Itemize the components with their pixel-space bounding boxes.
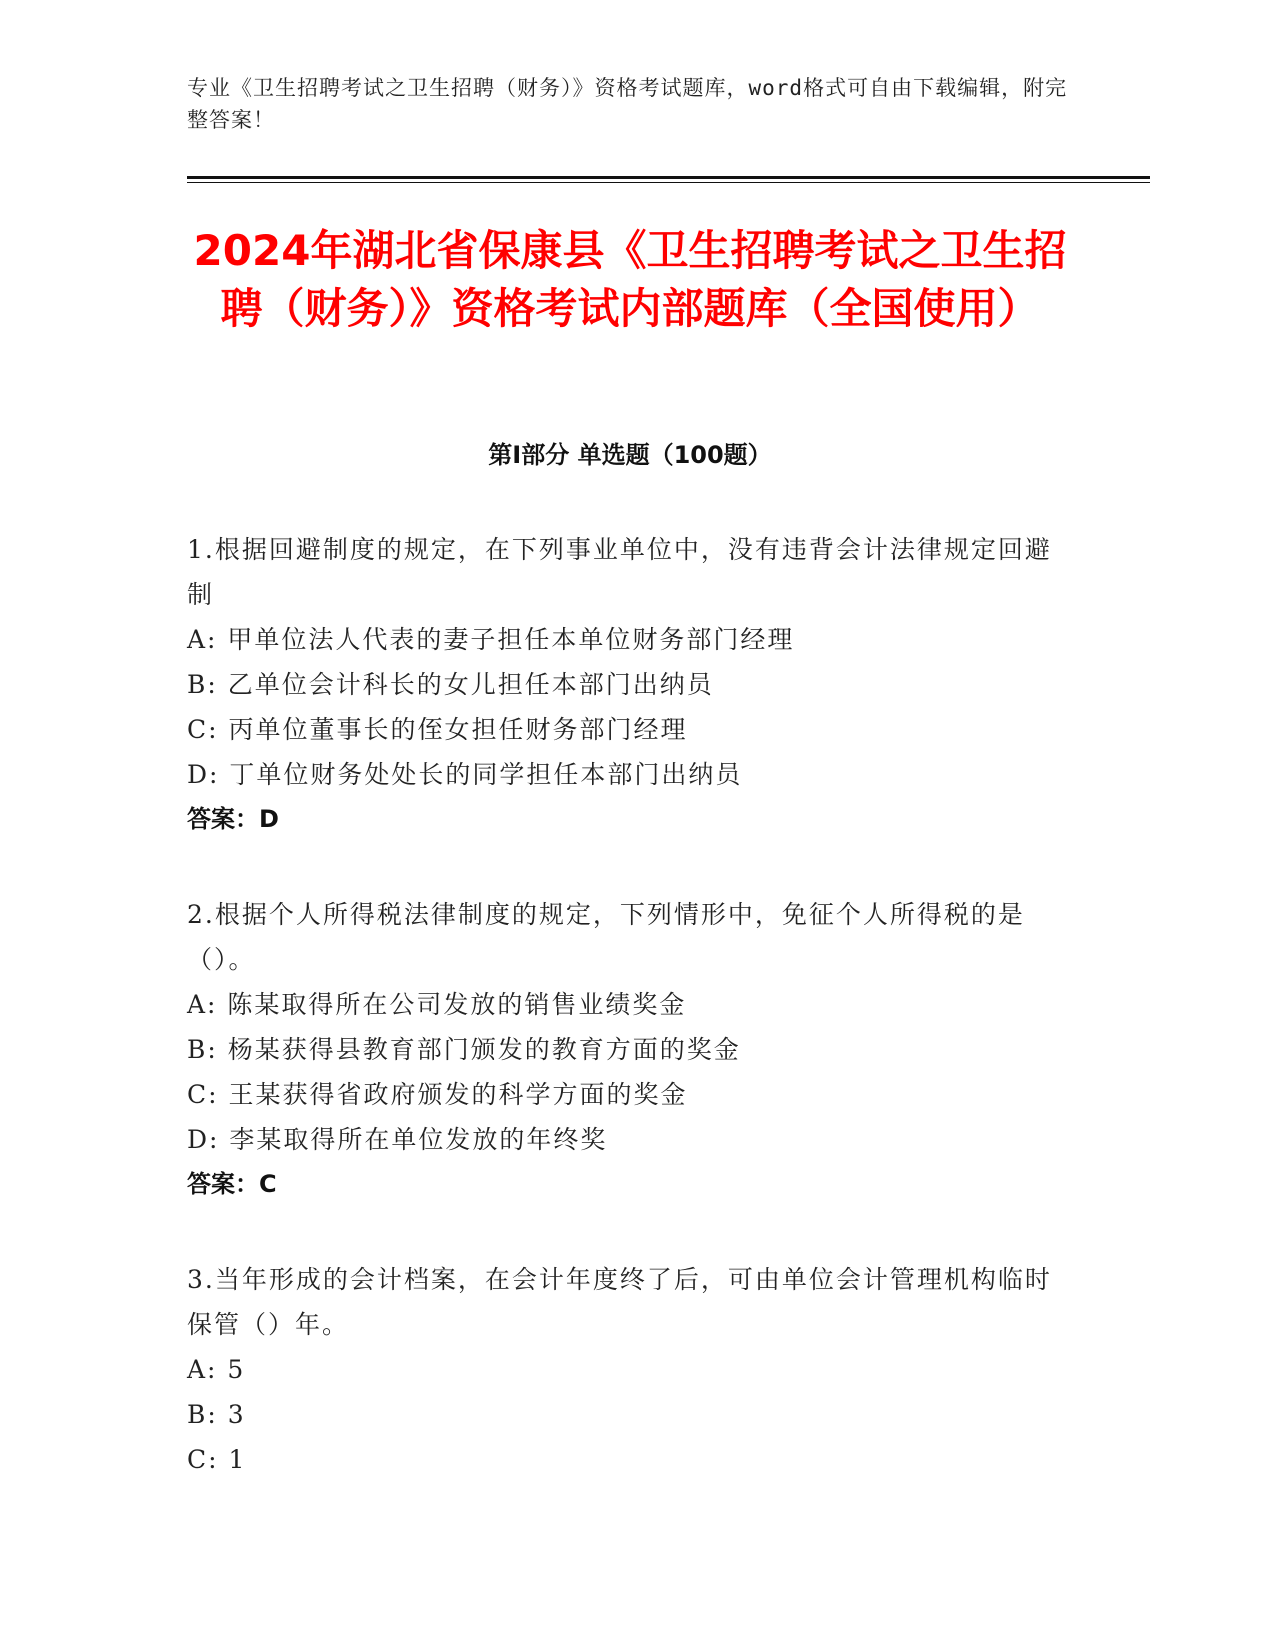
option-a: A: 甲单位法人代表的妻子担任本单位财务部门经理 [187,625,795,654]
header-note: 专业《卫生招聘考试之卫生招聘（财务）》资格考试题库，word格式可自由下载编辑，附完整答案！ [187,76,1068,132]
option-b: B: 乙单位会计科长的女儿担任本部门出纳员 [187,670,714,699]
answer: 答案：D [187,805,279,833]
question-stem: 2.根据个人所得税法律制度的规定，下列情形中，免征个人所得税的是（）。 [187,900,1025,974]
option-c: C: 王某获得省政府颁发的科学方面的奖金 [187,1080,688,1109]
question-list [187,527,1067,1532]
answer: 答案：C [187,1170,277,1198]
option-b: B: 杨某获得县教育部门颁发的教育方面的奖金 [187,1035,741,1064]
header-rule-thin [187,182,1150,183]
option-b: B: 3 [187,1400,246,1429]
question-3 [187,1257,1067,1482]
question-stem: 3.当年形成的会计档案，在会计年度终了后，可由单位会计管理机构临时保管（）年。 [187,1265,1052,1339]
option-d: D: 丁单位财务处处长的同学担任本部门出纳员 [187,760,743,789]
question-1 [187,527,1067,842]
option-a: A: 陈某取得所在公司发放的销售业绩奖金 [187,990,687,1019]
option-d: D: 李某取得所在单位发放的年终奖 [187,1125,608,1154]
option-c: C: 1 [187,1445,247,1474]
question-stem: 1.根据回避制度的规定，在下列事业单位中，没有违背会计法律规定回避制 [187,535,1052,609]
option-a: A: 5 [187,1355,246,1384]
header-rule-thick [187,176,1150,179]
document-title: 2024年湖北省保康县《卫生招聘考试之卫生招聘（财务）》资格考试内部题库（全国使用） [193,226,1067,333]
option-c: C: 丙单位董事长的侄女担任财务部门经理 [187,715,688,744]
question-2 [187,892,1067,1207]
section-title: 第I部分 单选题（100题） [488,441,772,469]
